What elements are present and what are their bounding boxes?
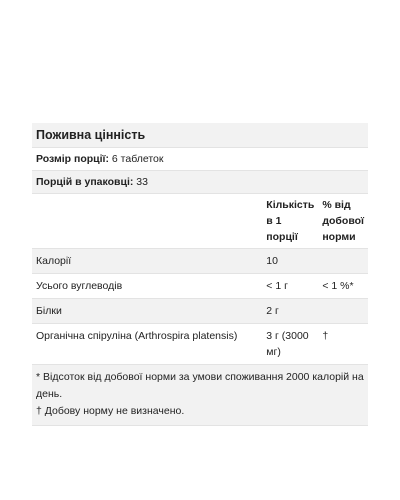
nutrient-amount: 10 <box>262 249 318 274</box>
servings-per-container-value: 33 <box>136 176 148 188</box>
table-header-cell <box>32 194 262 249</box>
serving-size-value: 6 таблеток <box>111 153 164 165</box>
table-header-cell: Кількість в 1 порції <box>262 194 318 249</box>
nutrient-amount: < 1 г <box>262 274 318 299</box>
nutrition-table <box>32 194 368 365</box>
nutrient-dv: < 1 %* <box>318 274 368 299</box>
table-row <box>32 324 368 365</box>
nutrient-name: Білки <box>32 299 262 324</box>
serving-size-label: Розмір порції: <box>36 153 109 165</box>
nutrient-name: Усього вуглеводів <box>32 274 262 299</box>
nutrient-name: Органічна спіруліна (Arthrospira platensis) <box>32 324 262 365</box>
footnote-daily-value: * Відсоток від добової норми за умови споживання 2000 калорій на день. <box>36 371 364 400</box>
nutrient-dv <box>318 249 368 274</box>
nutrient-amount: 2 г <box>262 299 318 324</box>
table-row <box>32 274 368 299</box>
footnotes <box>32 365 368 426</box>
nutrient-dv <box>318 299 368 324</box>
servings-per-container-label: Порцій в упаковці: <box>36 176 134 188</box>
nutrition-facts-panel <box>32 123 368 426</box>
table-header-cell: % від добової норми <box>318 194 368 249</box>
panel-title: Поживна цінність <box>32 123 368 148</box>
nutrient-amount: 3 г (3000 мг) <box>262 324 318 365</box>
servings-per-container-row <box>32 171 368 194</box>
table-row <box>32 249 368 274</box>
serving-size-row <box>32 148 368 171</box>
footnote-not-established: † Добову норму не визначено. <box>36 405 185 417</box>
table-row <box>32 299 368 324</box>
nutrient-dv: † <box>318 324 368 365</box>
table-header-row <box>32 194 368 249</box>
nutrient-name: Калорії <box>32 249 262 274</box>
